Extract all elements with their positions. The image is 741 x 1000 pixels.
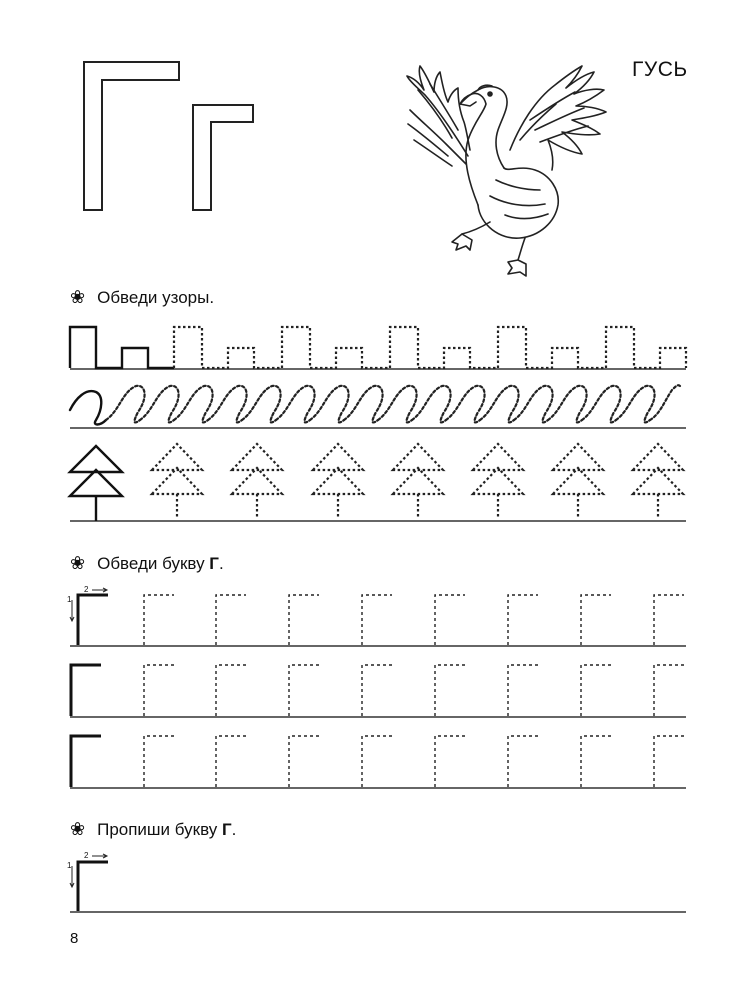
stroke-number-1: 1	[67, 595, 72, 604]
stroke-number-2: 2	[84, 585, 89, 594]
task-trace-patterns-text: Обведи узоры.	[97, 287, 215, 307]
stroke-arrows-write	[70, 854, 107, 887]
flower-icon: ❀	[70, 553, 86, 573]
pattern-tree-dotted	[152, 444, 683, 519]
pattern-loop-solid	[70, 391, 106, 424]
stroke-number-2: 2	[84, 851, 89, 860]
task-trace-letter-text: Обведи букву	[97, 553, 210, 573]
pattern-tree-solid	[70, 446, 122, 521]
stroke-arrows-row1	[70, 588, 107, 621]
big-letter-lowercase	[193, 105, 253, 210]
flower-icon: ❀	[70, 287, 86, 307]
pattern-meander-solid	[70, 327, 174, 368]
letter-sample-row2	[71, 665, 101, 716]
picture-caption: ГУСЬ	[632, 58, 688, 81]
pattern-loop-dotted	[106, 385, 680, 422]
stroke-number-1: 1	[67, 861, 72, 870]
letter-dotted-row2	[144, 665, 684, 716]
goose-illustration	[407, 66, 606, 276]
task-trace-letter-glyph: Г	[209, 553, 219, 573]
big-letter-uppercase	[84, 62, 179, 210]
page-number: 8	[70, 930, 79, 947]
task-trace-letter-end: .	[218, 553, 224, 573]
task-write-letter-end: .	[231, 819, 237, 839]
letter-guidelines	[70, 646, 686, 912]
task-write-letter-glyph: Г	[221, 819, 232, 839]
pattern-meander-dotted	[174, 327, 686, 368]
flower-icon: ❀	[70, 819, 86, 839]
letter-sample-row3	[71, 736, 101, 787]
letter-dotted-row3	[144, 736, 684, 787]
letter-sample-row1	[78, 595, 108, 645]
task-write-letter-text: Пропиши букву	[97, 819, 222, 839]
letter-dotted-row1	[144, 595, 684, 645]
letter-sample-write	[78, 862, 108, 911]
